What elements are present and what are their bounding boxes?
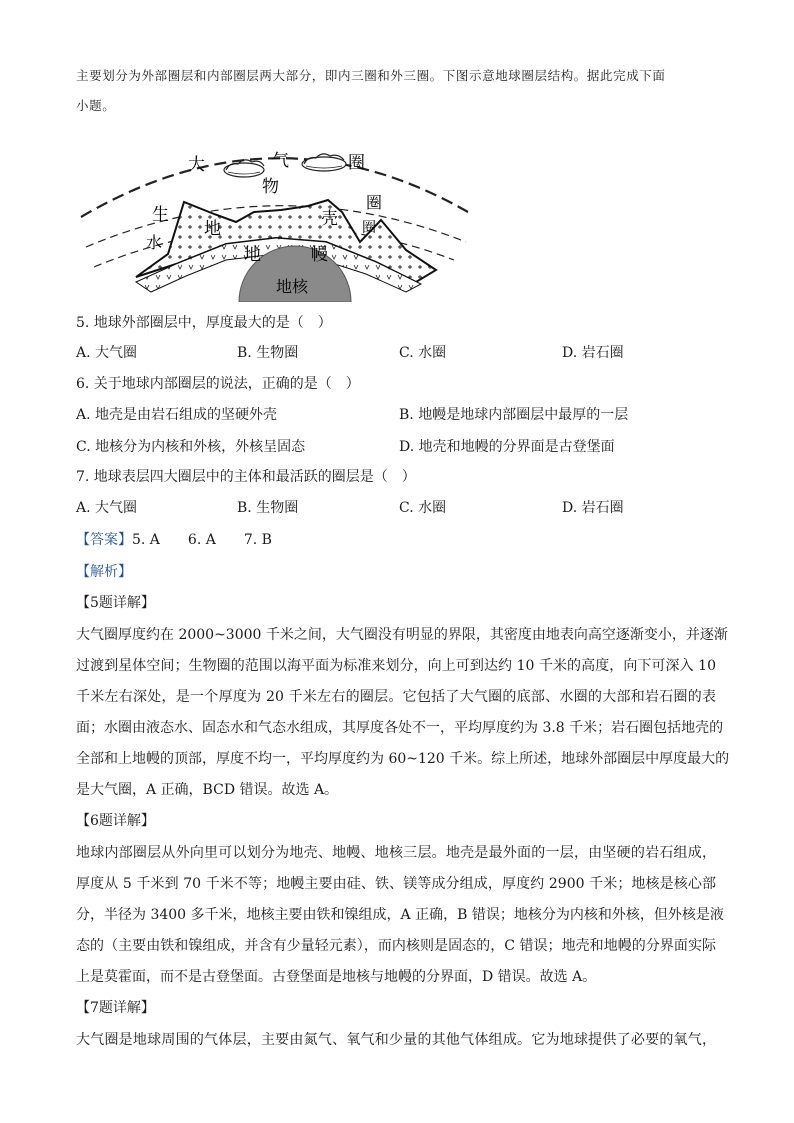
q6-option-d: D. 地壳和地幔的分界面是古登堡面 xyxy=(399,439,615,455)
label-di-mantle: 地 xyxy=(244,245,261,265)
label-quan-water: 圈 xyxy=(362,220,376,236)
label-core: 地核 xyxy=(276,277,309,296)
detail-6-line: 上是莫霍面，而不是古登堡面。古登堡面是地核与地幔的分界面，D 错误。故选 A。 xyxy=(76,969,597,985)
q7-option-c: C. 水圈 xyxy=(399,500,447,516)
q6-option-a: A. 地壳是由岩石组成的坚硬外壳 xyxy=(76,407,278,423)
answer-line xyxy=(76,530,272,550)
analysis-tag: 【解析】 xyxy=(76,564,132,580)
detail-7-line: 大气圈是地球周围的气体层，主要由氮气、氧气和少量的其他气体组成。它为地球提供了必要的氧气， xyxy=(76,1032,716,1048)
intro-line-2: 小题。 xyxy=(76,98,116,113)
intro-line-1: 主要划分为外部圈层和内部圈层两大部分，即内三圈和外三圈。下图示意地球圈层结构。据此完成下面 xyxy=(76,68,666,83)
detail-5-line: 面；水圈由液态水、固态水和气态水组成，其厚度各处不一，平均厚度约为 3.8 千米；岩石圈包括地壳的 xyxy=(76,720,724,736)
label-quan-bio: 圈 xyxy=(366,193,383,212)
earth-sphere-diagram xyxy=(76,142,476,302)
label-man: 幔 xyxy=(311,245,328,265)
detail-7-tag: 【7题详解】 xyxy=(76,1000,155,1016)
q5-option-a: A. 大气圈 xyxy=(76,345,138,361)
detail-6-line: 厚度从 5 千米到 70 千米不等；地幔主要由硅、铁、镁等成分组成，厚度约 2900 千米；地核是核心部 xyxy=(76,876,716,892)
question-5-stem: 5. 地球外部圈层中，厚度最大的是（ ） xyxy=(76,315,332,331)
q6-option-c: C. 地核分为内核和外核，外核呈固态 xyxy=(76,439,306,455)
label-ke: 壳 xyxy=(321,209,338,229)
answer-tag: 【答案】 xyxy=(76,532,132,548)
detail-5-line: 过渡到星体空间；生物圈的范围以海平面为标准来划分，向上可到达约 10 千米的高度，向下可深入 10 xyxy=(76,658,716,674)
q5-option-b: B. 生物圈 xyxy=(237,345,299,361)
cloud-icon xyxy=(224,160,264,177)
label-quan-top: 圈 xyxy=(348,153,365,173)
question-7-stem: 7. 地球表层四大圈层中的主体和最活跃的圈层是（ ） xyxy=(76,469,416,485)
answer-text: 5. A 6. A 7. B xyxy=(132,532,272,548)
cloud-icon xyxy=(302,154,346,171)
detail-5-tag: 【5题详解】 xyxy=(76,595,155,611)
detail-5-line: 千米左右深处，是一个厚度为 20 千米左右的圈层。它包括了大气圈的底部、水圈的大部和岩石圈的表 xyxy=(76,689,716,705)
label-sheng: 生 xyxy=(152,205,169,225)
detail-6-tag: 【6题详解】 xyxy=(76,813,155,829)
q5-option-c: C. 水圈 xyxy=(399,345,447,361)
detail-6-line: 地球内部圈层从外向里可以划分为地壳、地幔、地核三层。地壳是最外面的一层，由坚硬的岩石组成， xyxy=(76,845,716,861)
detail-5-line: 全部和上地幔的顶部，厚度不均一，平均厚度约为 60~120 千米。综上所述，地球外部圈层中厚度最大的 xyxy=(76,751,730,767)
q6-option-b: B. 地幔是地球内部圈层中最厚的一层 xyxy=(399,407,629,423)
label-wu: 物 xyxy=(262,177,279,197)
label-di-crust: 地 xyxy=(204,219,221,239)
q7-option-b: B. 生物圈 xyxy=(237,500,299,516)
question-6-stem: 6. 关于地球内部圈层的说法，正确的是（ ） xyxy=(76,376,360,392)
label-da: 大 xyxy=(188,155,205,175)
q7-option-a: A. 大气圈 xyxy=(76,500,138,516)
detail-6-line: 态的（主要由铁和镍组成，并含有少量轻元素），而内核则是固态的，C 错误；地壳和地幔的分界面实际 xyxy=(76,938,716,954)
label-shui: 水 xyxy=(146,233,163,252)
label-qi: 气 xyxy=(272,151,289,171)
detail-5-line: 是大气圈，A 正确，BCD 错误。故选 A。 xyxy=(76,782,339,798)
q7-option-d: D. 岩石圈 xyxy=(562,500,624,516)
q5-option-d: D. 岩石圈 xyxy=(562,345,624,361)
detail-6-line: 分，半径为 3400 多千米，地核主要由铁和镍组成，A 正确，B 错误；地核分为内核和外核，但外核是液 xyxy=(76,907,724,923)
detail-5-line: 大气圈厚度约在 2000~3000 千米之间，大气圈没有明显的界限，其密度由地表向高空逐渐变小，并逐渐 xyxy=(76,627,728,643)
